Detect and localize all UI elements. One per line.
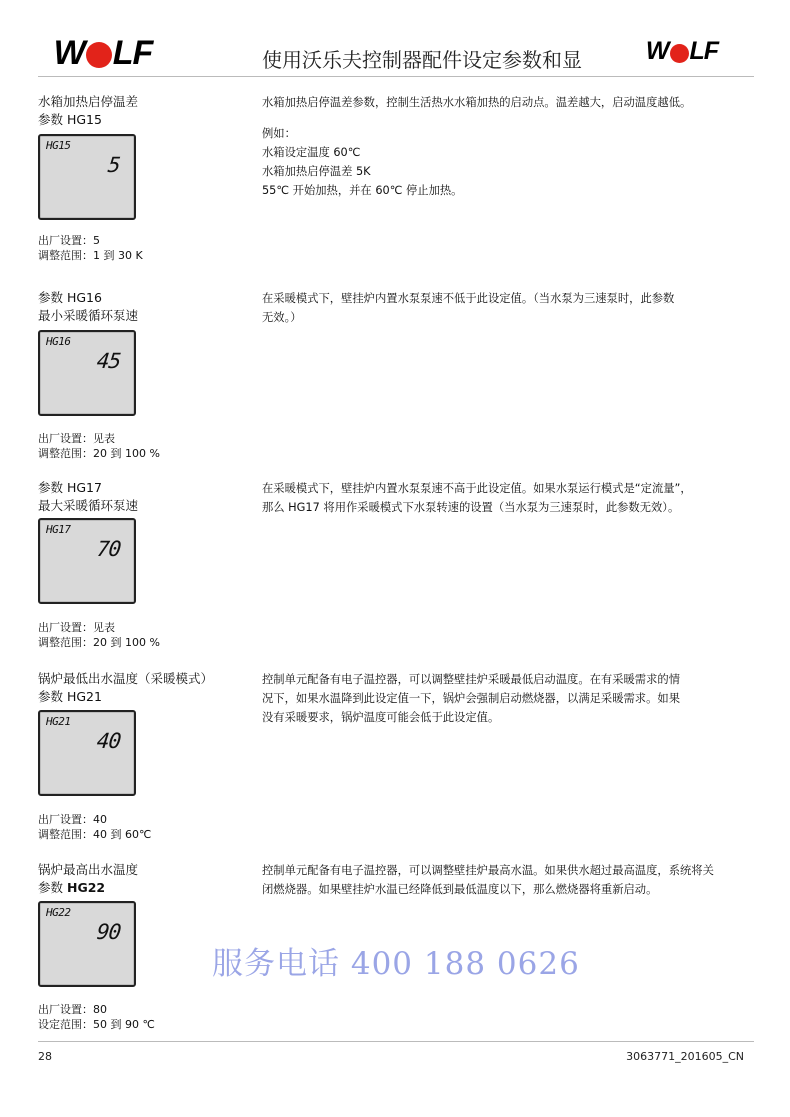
factory-setting: 出厂设置：见表	[38, 621, 115, 634]
page-title: 使用沃乐夫控制器配件设定参数和显	[262, 48, 582, 72]
section-hg21-label	[38, 670, 213, 706]
desc-line: 水箱加热启停温差参数，控制生活热水水箱加热的启动点。温差越大，启动温度越低。	[262, 96, 692, 109]
parameter-name: 参数 HG15	[38, 112, 102, 127]
wolf-logo-small: W LF	[645, 36, 719, 65]
factory-setting: 出厂设置：5	[38, 234, 100, 247]
adjust-range: 调整范围：20 到 100 %	[38, 447, 160, 460]
footer-divider	[38, 1041, 754, 1042]
section-hg22-label	[38, 861, 138, 897]
section-title: 锅炉最低出水温度（采暖模式）	[38, 671, 214, 686]
parameter-prefix: 参数	[38, 880, 67, 895]
section-title: 最小采暖循环泵速	[38, 308, 139, 323]
factory-setting: 出厂设置：见表	[38, 432, 115, 445]
header-divider	[38, 76, 754, 77]
document-code: 3063771_201605_CN	[626, 1050, 744, 1063]
desc-line: 水箱加热启停温差 5K	[262, 165, 371, 178]
section-hg22-meta	[38, 1002, 155, 1032]
desc-line: 无效。）	[262, 311, 302, 324]
section-hg22-description	[262, 861, 740, 899]
section-hg17-meta	[38, 620, 160, 650]
desc-line: 况下，如果水温降到此设定值一下，锅炉会强制启动燃烧器，以满足采暖需求。如果	[262, 692, 680, 705]
parameter-name: 参数 HG21	[38, 689, 102, 704]
section-hg21-description	[262, 670, 740, 727]
factory-setting: 出厂设置：80	[38, 1003, 107, 1016]
desc-line: 在采暖模式下，壁挂炉内置水泵泵速不高于此设定值。如果水泵运行模式是“定流量”，	[262, 482, 692, 495]
service-hotline-watermark: 服务电话 400 188 0626	[212, 946, 580, 982]
parameter-name: 参数 HG17	[38, 480, 102, 495]
lcd-display-hg17	[38, 518, 136, 604]
desc-line: 例如：	[262, 127, 296, 140]
desc-line: 没有采暖要求，锅炉温度可能会低于此设定值。	[262, 711, 500, 724]
section-title: 最大采暖循环泵速	[38, 498, 139, 513]
lcd-display-hg16	[38, 330, 136, 416]
lcd-code: HG17	[46, 523, 71, 536]
desc-line: 55℃ 开始加热，并在 60℃ 停止加热。	[262, 184, 463, 197]
section-hg15-label	[38, 93, 138, 129]
parameter-name: 参数 HG16	[38, 290, 102, 305]
lcd-code: HG15	[46, 139, 71, 152]
lcd-value: 5	[107, 153, 122, 177]
lcd-code: HG16	[46, 335, 71, 348]
desc-line: 在采暖模式下，壁挂炉内置水泵泵速不低于此设定值。（当水泵为三速泵时，此参数	[262, 292, 675, 305]
section-title: 水箱加热启停温差	[38, 94, 139, 109]
lcd-code: HG22	[46, 906, 71, 919]
lcd-value: 40	[95, 729, 122, 753]
parameter-name	[38, 879, 138, 897]
section-hg21-meta	[38, 812, 151, 842]
page-number: 28	[38, 1050, 52, 1063]
desc-line: 水箱设定温度 60℃	[262, 146, 361, 159]
section-hg15-description	[262, 93, 740, 200]
lcd-display-hg21	[38, 710, 136, 796]
section-hg16-label	[38, 289, 138, 325]
parameter-code: HG22	[66, 880, 106, 895]
section-title: 锅炉最高出水温度	[38, 862, 139, 877]
section-hg17-label	[38, 479, 138, 515]
section-hg16-meta	[38, 431, 160, 461]
lcd-display-hg22	[38, 901, 136, 987]
wolf-logo: W LF	[53, 33, 153, 72]
logo-text-lf: LF	[112, 33, 153, 72]
section-hg15-meta	[38, 233, 143, 263]
lcd-value: 90	[95, 920, 122, 944]
lcd-value: 70	[95, 537, 122, 561]
section-hg17-description	[262, 479, 740, 517]
adjust-range: 调整范围：20 到 100 %	[38, 636, 160, 649]
desc-line: 控制单元配备有电子温控器，可以调整壁挂炉最高水温。如果供水超过最高温度，系统将关	[262, 864, 714, 877]
desc-line: 闭燃烧器。如果壁挂炉水温已经降低到最低温度以下，那么燃烧器将重新启动。	[262, 883, 658, 896]
adjust-range: 调整范围：40 到 60℃	[38, 828, 152, 841]
lcd-display-hg15	[38, 134, 136, 220]
desc-line: 那么 HG17 将用作采暖模式下水泵转速的设置（当水泵为三速泵时，此参数无效）。	[262, 501, 680, 514]
lcd-code: HG21	[46, 715, 71, 728]
lcd-value: 45	[95, 349, 122, 373]
adjust-range: 调整范围：1 到 30 K	[38, 249, 143, 262]
section-hg16-description	[262, 289, 740, 327]
desc-line: 控制单元配备有电子温控器，可以调整壁挂炉采暖最低启动温度。在有采暖需求的情	[262, 673, 680, 686]
adjust-range: 设定范围：50 到 90 ℃	[38, 1018, 155, 1031]
factory-setting: 出厂设置：40	[38, 813, 107, 826]
